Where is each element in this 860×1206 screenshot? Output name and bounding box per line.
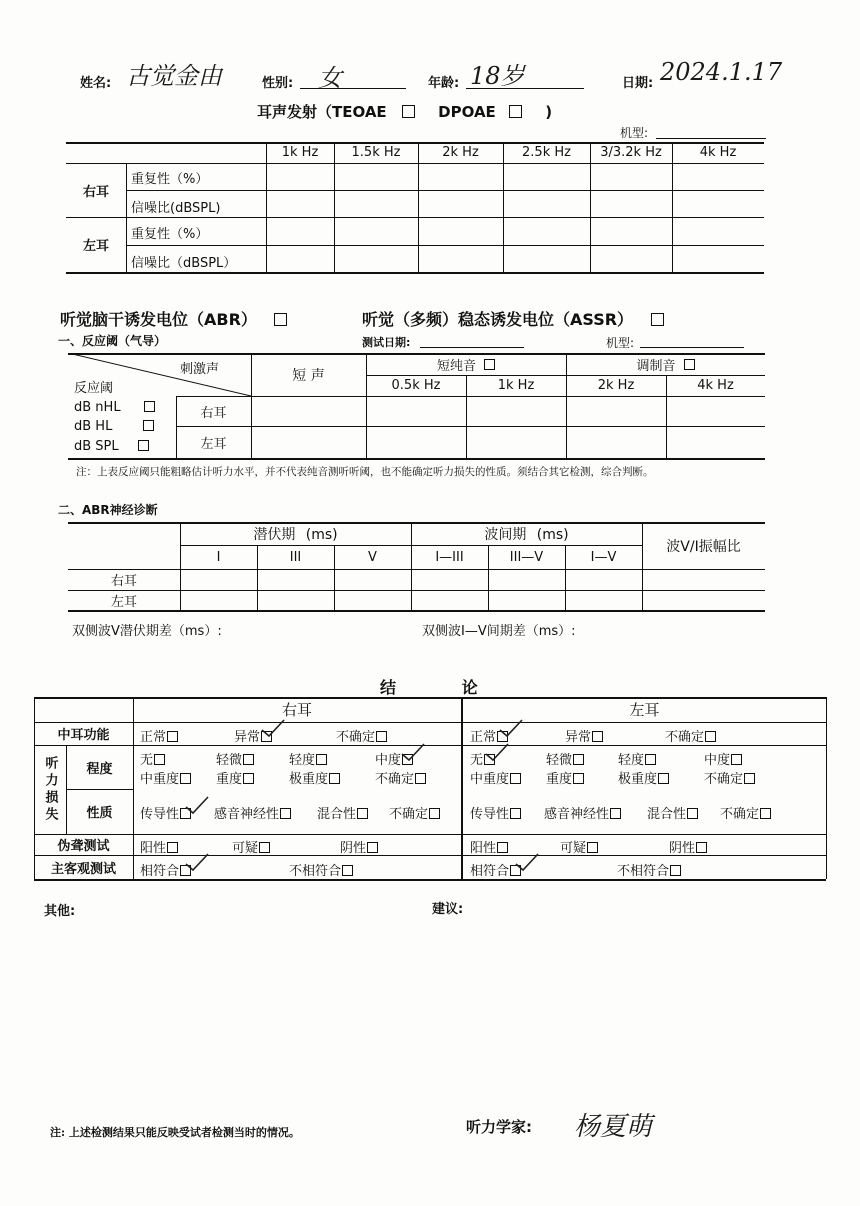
- oae-col-header: 3/3.2k Hz: [600, 145, 662, 160]
- wave-header: I: [216, 549, 221, 565]
- r-nature-sensorineural-checkbox[interactable]: [280, 808, 291, 819]
- r-degree-none-checkbox[interactable]: [154, 754, 165, 765]
- l-degree-slight-checkbox[interactable]: [573, 754, 584, 765]
- unit-hl-text: dB HL: [74, 419, 113, 434]
- name-value: 古觉金由: [126, 62, 222, 90]
- bilateral-iv-label: 双侧波Ⅰ—Ⅴ间期差（ms）:: [422, 624, 576, 639]
- l-degree-modsevere: 中重度: [470, 768, 521, 787]
- unit-spl-checkbox[interactable]: [138, 440, 149, 451]
- r-degree-modsevere: 中重度: [140, 768, 191, 787]
- oae-col-header: 1k Hz: [281, 145, 319, 160]
- r-degree-mild: 轻度: [289, 749, 327, 768]
- l-nature-conductive-checkbox[interactable]: [510, 808, 521, 819]
- age-label: 年龄:: [428, 76, 460, 91]
- subj-obj-label: 主客观测试: [50, 861, 116, 877]
- malingering-label: 伪聋测试: [57, 839, 110, 854]
- date-value: 2024.1.17: [660, 58, 783, 86]
- conclusion-right-ear: 右耳: [281, 701, 312, 719]
- r-nature-uncertain-checkbox[interactable]: [429, 808, 440, 819]
- r-nature-sensorineural: 感音神经性: [214, 803, 291, 822]
- threshold-freq: 4k Hz: [697, 378, 734, 393]
- oae-title-text: 耳声发射（TEOAE: [257, 103, 387, 121]
- threshold-note: 注：上表反应阈只能粗略估计听力水平，并不代表纯音测听听阈，也不能确定听力损失的性质。须结合其它检测，综合判断。: [76, 466, 654, 478]
- r-degree-uncertain: 不确定: [375, 768, 426, 787]
- dpoae-label: DPOAE: [438, 103, 496, 121]
- suggestion-label: 建议:: [432, 902, 464, 917]
- neuro-right-ear: 右耳: [110, 574, 137, 589]
- hearing-loss-label: 听力损失: [42, 755, 58, 824]
- oae-col-header: 2k Hz: [442, 145, 479, 160]
- threshold-model-label: 机型:: [606, 336, 635, 350]
- response-label: 反应阈: [74, 381, 114, 396]
- oae-row-snr-right: 信噪比(dBSPL): [131, 201, 221, 216]
- r-middle-uncertain-checkbox[interactable]: [376, 731, 387, 742]
- abr-checkbox[interactable]: [274, 313, 287, 326]
- l-degree-none: 无: [470, 749, 495, 768]
- click-label: 短 声: [292, 367, 325, 384]
- oae-col-header: 4k Hz: [699, 145, 737, 160]
- r-degree-moderate-checkbox[interactable]: [402, 754, 413, 765]
- oae-row-snr-left: 信噪比（dBSPL）: [131, 256, 237, 271]
- test-date-underline: [420, 347, 524, 348]
- oae-title: [257, 101, 552, 122]
- r-degree-slight-checkbox[interactable]: [243, 754, 254, 765]
- l-degree-modsevere-checkbox[interactable]: [510, 773, 521, 784]
- tone-burst-label: [366, 353, 566, 375]
- r-malinger-negative-checkbox[interactable]: [367, 842, 378, 853]
- stimulus-label: 刺激声: [180, 362, 220, 377]
- other-label: 其他:: [44, 904, 76, 919]
- r-malinger-positive-checkbox[interactable]: [167, 842, 178, 853]
- amp-ratio-header: 波V/I振幅比: [666, 538, 741, 555]
- test-date-label: 测试日期:: [362, 336, 411, 349]
- l-degree-none-checkbox[interactable]: [484, 754, 495, 765]
- degree-label: 程度: [86, 761, 113, 777]
- r-middle-normal: 正常: [140, 726, 178, 745]
- l-degree-mild: 轻度: [618, 749, 656, 768]
- l-nature-mixed-checkbox[interactable]: [687, 808, 698, 819]
- l-degree-mild-checkbox[interactable]: [645, 754, 656, 765]
- r-malinger-suspect-checkbox[interactable]: [259, 842, 270, 853]
- unit-nhl: [74, 400, 155, 415]
- threshold-freq: 0.5k Hz: [391, 378, 441, 393]
- l-subj-nomatch-checkbox[interactable]: [670, 865, 681, 876]
- l-malinger-negative-checkbox[interactable]: [696, 842, 707, 853]
- l-degree-profound: 极重度: [618, 768, 669, 787]
- bilateral-v-label: 双侧波V潜伏期差（ms）:: [72, 624, 222, 639]
- tone-burst-checkbox[interactable]: [484, 359, 495, 370]
- wave-header: I—V: [590, 549, 617, 565]
- threshold-model-underline: [640, 347, 744, 348]
- r-nature-uncertain: 不确定: [389, 803, 440, 822]
- l-nature-conductive: 传导性: [470, 803, 521, 822]
- l-middle-uncertain-checkbox[interactable]: [705, 731, 716, 742]
- r-nature-mixed: 混合性: [317, 803, 368, 822]
- threshold-freq: 1k Hz: [497, 378, 535, 393]
- unit-nhl-checkbox[interactable]: [144, 401, 155, 412]
- modulated-checkbox[interactable]: [684, 359, 695, 370]
- l-degree-slight: 轻微: [546, 749, 584, 768]
- l-malinger-suspect: 可疑: [560, 837, 598, 856]
- r-malinger-suspect: 可疑: [232, 837, 270, 856]
- r-subj-match-checkbox[interactable]: [180, 865, 191, 876]
- l-malinger-positive-checkbox[interactable]: [497, 842, 508, 853]
- conclusion-left-ear: 左耳: [629, 701, 660, 719]
- r-degree-profound: 极重度: [289, 768, 340, 787]
- l-degree-moderate: 中度: [704, 749, 742, 768]
- r-degree-none: 无: [140, 749, 165, 768]
- l-malinger-negative: 阴性: [669, 837, 707, 856]
- name-label: 姓名:: [80, 76, 112, 91]
- l-nature-sensorineural: 感音神经性: [544, 803, 621, 822]
- assr-title-text: 听觉（多频）稳态诱发电位（ASSR）: [362, 310, 634, 329]
- audiologist-label: 听力学家:: [466, 1118, 532, 1136]
- r-nature-conductive: 传导性: [140, 803, 191, 822]
- footer-note: 注: 上述检测结果只能反映受试者检测当时的情况。: [50, 1126, 300, 1139]
- r-middle-normal-checkbox[interactable]: [167, 731, 178, 742]
- l-middle-uncertain: 不确定: [665, 726, 716, 745]
- tone-burst-text: 短纯音: [436, 358, 476, 374]
- date-label: 日期:: [622, 76, 654, 91]
- threshold-left-ear: 左耳: [200, 436, 227, 452]
- abr-title: [60, 307, 287, 330]
- unit-spl: [74, 439, 149, 454]
- modulated-label: [566, 353, 765, 375]
- r-malinger-negative: 阴性: [340, 837, 378, 856]
- l-nature-uncertain-checkbox[interactable]: [760, 808, 771, 819]
- r-degree-severe: 重度: [216, 768, 254, 787]
- assr-title: [362, 307, 664, 330]
- r-degree-slight: 轻微: [216, 749, 254, 768]
- conclusion-title: 结 论: [380, 678, 478, 697]
- l-nature-mixed: 混合性: [647, 803, 698, 822]
- l-malinger-suspect-checkbox[interactable]: [587, 842, 598, 853]
- latency-header: 潜伏期 (ms): [253, 526, 338, 543]
- gender-label: 性别:: [262, 76, 294, 91]
- r-subj-match: 相符合: [140, 860, 191, 879]
- oae-left-ear-label: 左耳: [82, 239, 109, 254]
- threshold-freq: 2k Hz: [597, 378, 635, 393]
- l-malinger-positive: 阳性: [470, 837, 508, 856]
- l-degree-uncertain-checkbox[interactable]: [744, 773, 755, 784]
- threshold-right-ear: 右耳: [200, 405, 227, 421]
- neuro-left-ear: 左耳: [110, 594, 137, 610]
- l-degree-severe: 重度: [546, 768, 584, 787]
- r-degree-modsevere-checkbox[interactable]: [180, 773, 191, 784]
- r-nature-mixed-checkbox[interactable]: [357, 808, 368, 819]
- r-nature-conductive-checkbox[interactable]: [180, 808, 191, 819]
- l-subj-match: 相符合: [470, 860, 521, 879]
- r-middle-abnormal: 异常: [234, 726, 272, 745]
- middle-ear-label: 中耳功能: [57, 728, 110, 743]
- r-degree-moderate: 中度: [375, 749, 413, 768]
- l-middle-abnormal-checkbox[interactable]: [592, 731, 603, 742]
- l-degree-profound-checkbox[interactable]: [658, 773, 669, 784]
- oae-title-close: ): [545, 103, 553, 121]
- r-degree-profound-checkbox[interactable]: [329, 773, 340, 784]
- l-nature-uncertain: 不确定: [720, 803, 771, 822]
- nature-label: 性质: [86, 806, 113, 821]
- l-degree-severe-checkbox[interactable]: [573, 773, 584, 784]
- r-subj-nomatch-checkbox[interactable]: [342, 865, 353, 876]
- interval-header: 波间期 (ms): [484, 526, 569, 543]
- teoae-checkbox[interactable]: [402, 105, 415, 118]
- l-middle-normal: 正常: [470, 726, 508, 745]
- oae-col-header: 2.5k Hz: [522, 145, 571, 160]
- unit-hl-checkbox[interactable]: [143, 420, 154, 431]
- r-malinger-positive: 阳性: [140, 837, 178, 856]
- r-degree-severe-checkbox[interactable]: [243, 773, 254, 784]
- oae-right-ear-label: 右耳: [82, 184, 109, 200]
- l-middle-abnormal: 异常: [565, 726, 603, 745]
- age-value: 18岁: [470, 62, 525, 90]
- wave-header: III: [289, 549, 302, 565]
- oae-model-label: 机型:: [620, 126, 649, 140]
- unit-nhl-text: dB nHL: [74, 400, 121, 415]
- l-subj-nomatch: 不相符合: [617, 860, 681, 879]
- threshold-section-title: 一、反应阈（气导）: [58, 334, 167, 348]
- r-degree-mild-checkbox[interactable]: [316, 754, 327, 765]
- neuro-section-title: 二、ABR神经诊断: [58, 503, 158, 517]
- wave-header: I—III: [435, 549, 464, 565]
- r-degree-uncertain-checkbox[interactable]: [415, 773, 426, 784]
- gender-value: 女: [318, 64, 342, 92]
- oae-model-underline: [656, 138, 766, 139]
- dpoae-checkbox[interactable]: [509, 105, 522, 118]
- unit-spl-text: dB SPL: [74, 439, 119, 454]
- modulated-text: 调制音: [636, 358, 676, 374]
- assr-checkbox[interactable]: [651, 313, 664, 326]
- r-subj-nomatch: 不相符合: [289, 860, 353, 879]
- wave-header: V: [368, 549, 377, 565]
- audiologist-signature: 杨夏萌: [574, 1112, 653, 1142]
- l-middle-normal-checkbox[interactable]: [497, 731, 508, 742]
- oae-row-repeat-right: 重复性（%）: [131, 172, 209, 187]
- wave-header: III—V: [509, 549, 544, 565]
- abr-title-text: 听觉脑干诱发电位（ABR）: [60, 310, 257, 329]
- l-subj-match-checkbox[interactable]: [510, 865, 521, 876]
- unit-hl: [74, 419, 154, 434]
- oae-row-repeat-left: 重复性（%）: [131, 227, 209, 242]
- oae-col-header: 1.5k Hz: [351, 145, 401, 160]
- l-nature-sensorineural-checkbox[interactable]: [610, 808, 621, 819]
- r-middle-abnormal-checkbox[interactable]: [261, 731, 272, 742]
- l-degree-moderate-checkbox[interactable]: [731, 754, 742, 765]
- gender-underline: [300, 88, 406, 89]
- l-degree-uncertain: 不确定: [704, 768, 755, 787]
- r-middle-uncertain: 不确定: [336, 726, 387, 745]
